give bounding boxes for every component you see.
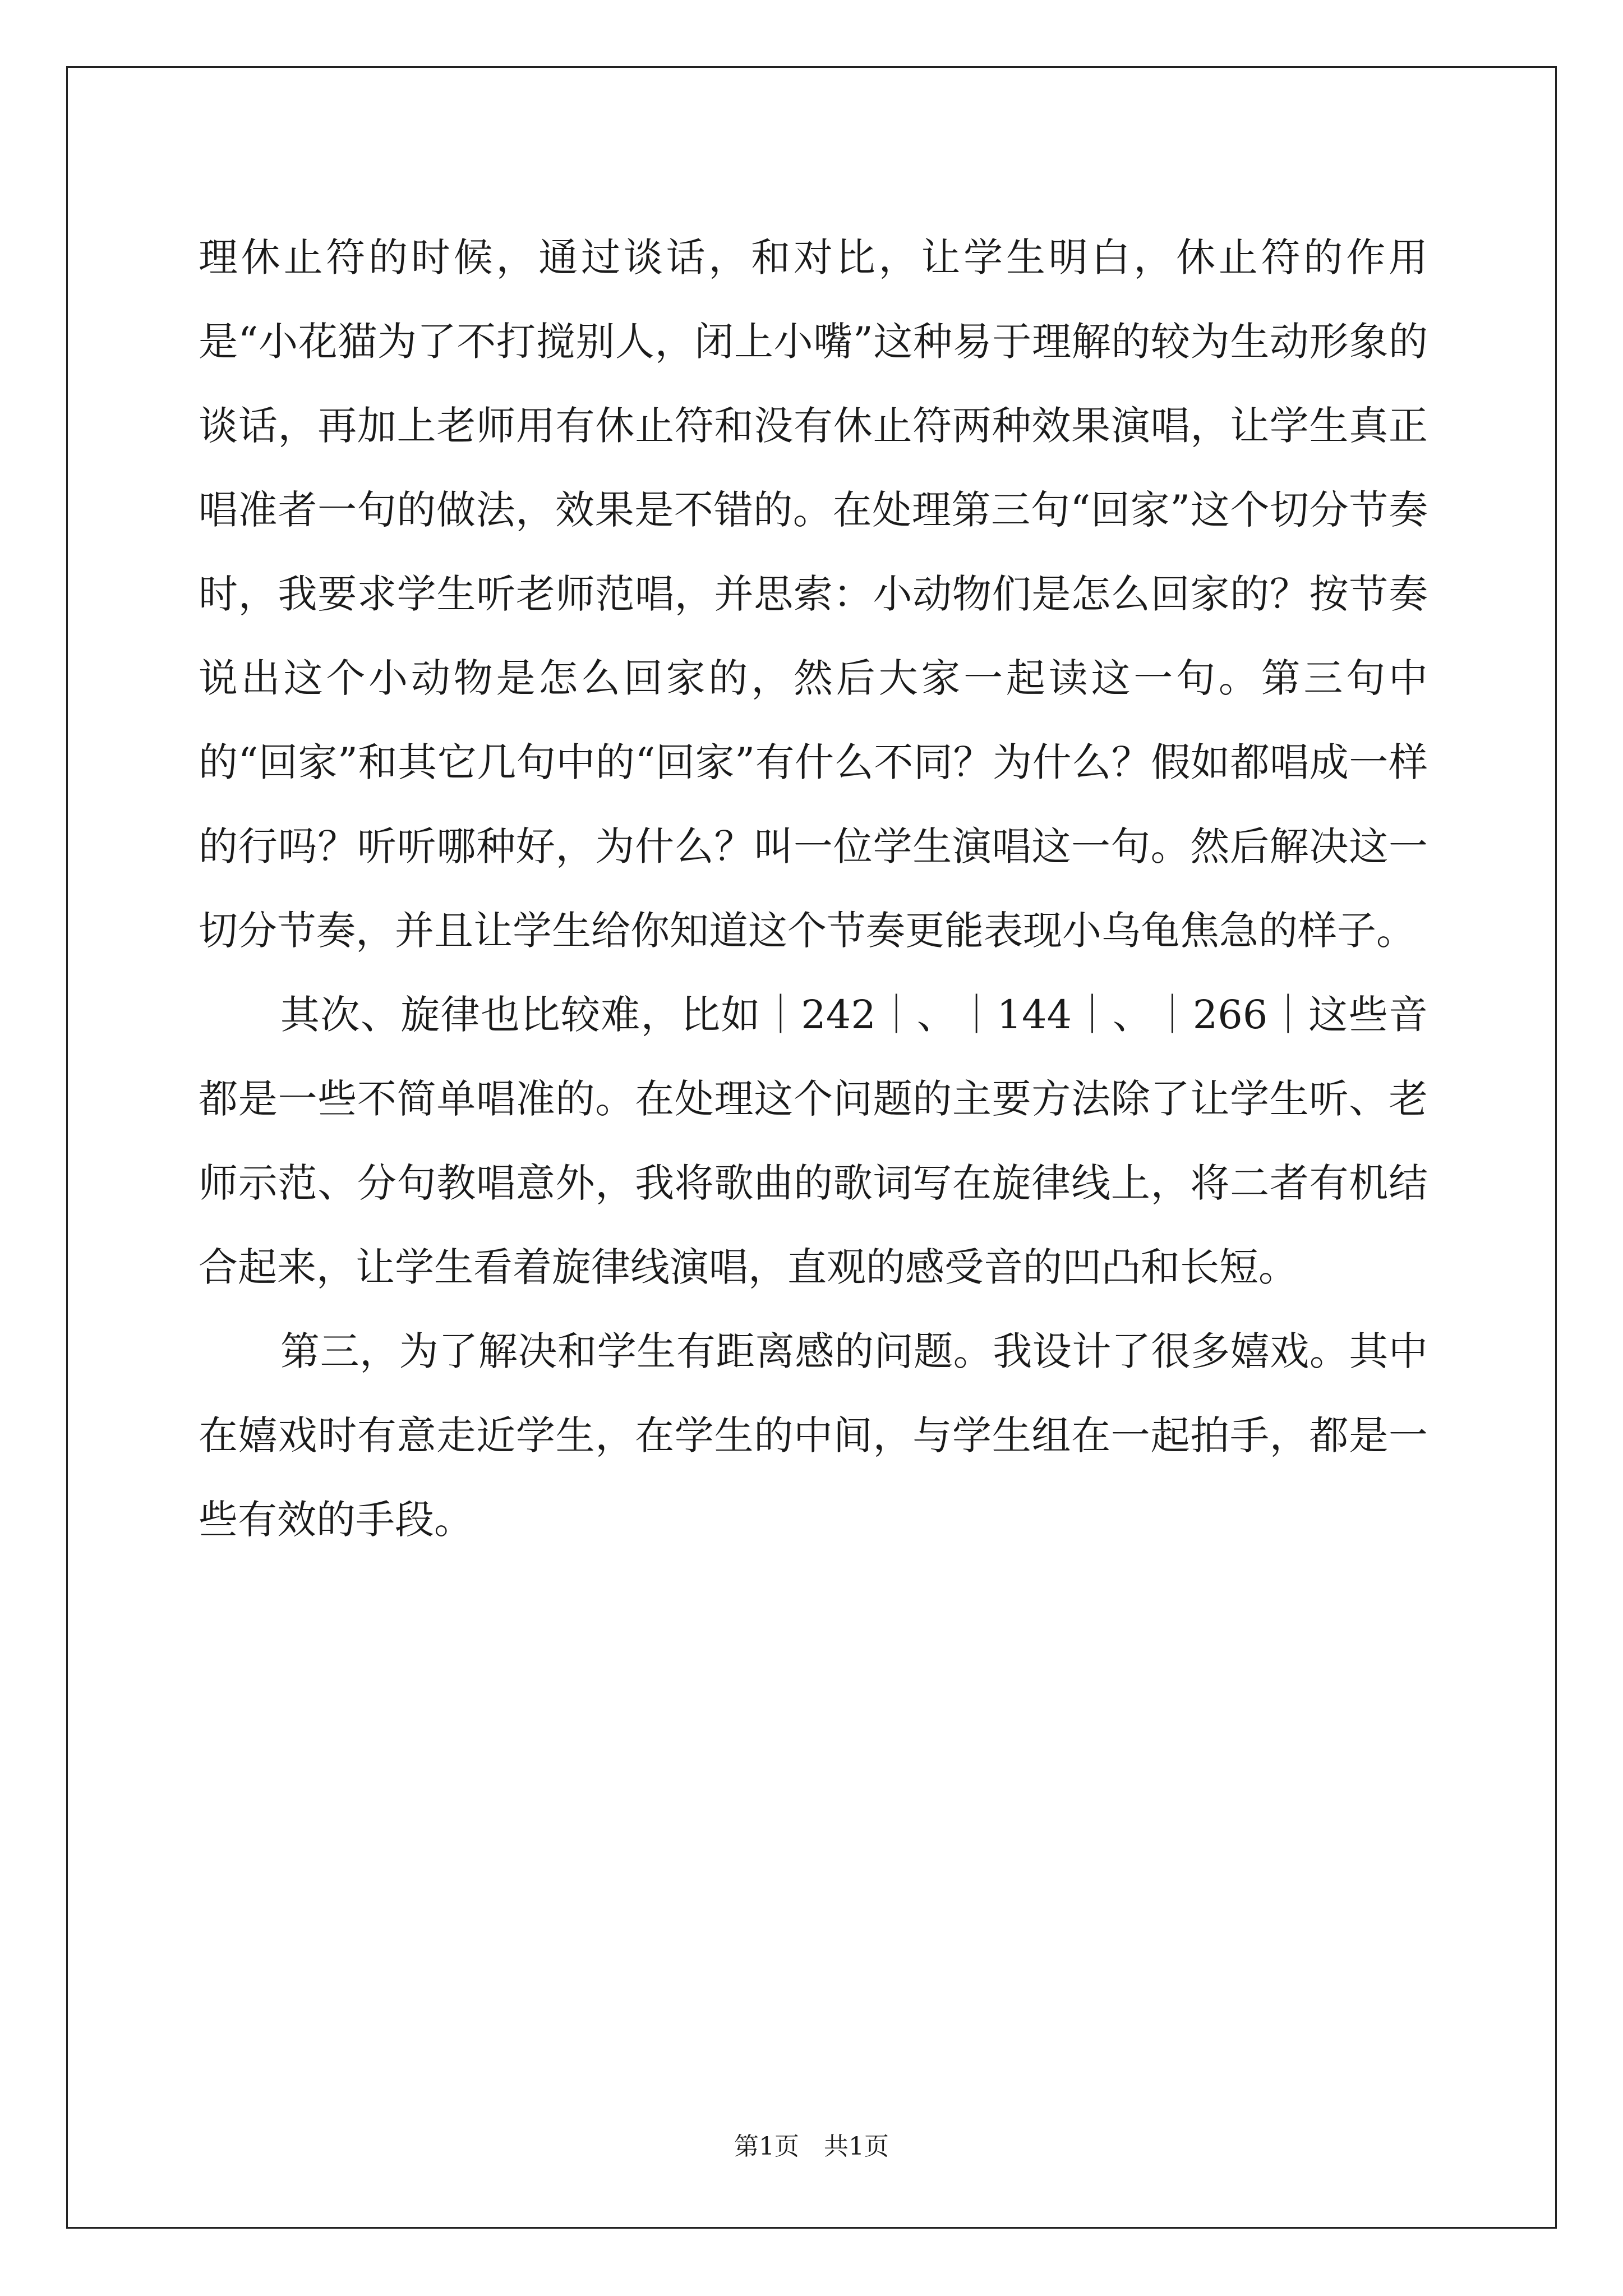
- document-body: [199, 215, 1428, 1562]
- page-number-label: 第1页 共1页: [734, 2132, 889, 2161]
- paragraph-1: 理休止符的时候，通过谈话，和对比，让学生明白，休止符的作用是“小花猫为了不打搅别人，闭上小嘴”这种易于理解的较为生动形象的谈话，再加上老师用有休止符和没有休止符两种效果演唱，让学生真正唱准者一句的做法，效果是不错的。在处理第三句“回家”这个切分节奏时，我要求学生听老师范唱，并思索：小动物们是怎么回家的？按节奏说出这个小动物是怎么回家的，然后大家一起读这一句。第三句中的“回家”和其它几句中的“回家”有什么不同？为什么？假如都唱成一样的行吗？听听哪种好，为什么？叫一位学生演唱这一句。然后解决这一切分节奏，并且让学生给你知道这个节奏更能表现小乌龟焦急的样子。: [199, 234, 1428, 954]
- page-footer: [0, 2130, 1623, 2164]
- paragraph-3: 第三，为了解决和学生有距离感的问题。我设计了很多嬉戏。其中在嬉戏时有意走近学生，在学生的中间，与学生组在一起拍手，都是一些有效的手段。: [199, 1328, 1428, 1543]
- paragraph-2: 其次、旋律也比较难，比如｜242｜、｜144｜、｜266｜这些音都是一些不简单唱准的。在处理这个问题的主要方法除了让学生听、老师示范、分句教唱意外，我将歌曲的歌词写在旋律线上，将二者有机结合起来，让学生看着旋律线演唱，直观的感受音的凹凸和长短。: [199, 992, 1428, 1290]
